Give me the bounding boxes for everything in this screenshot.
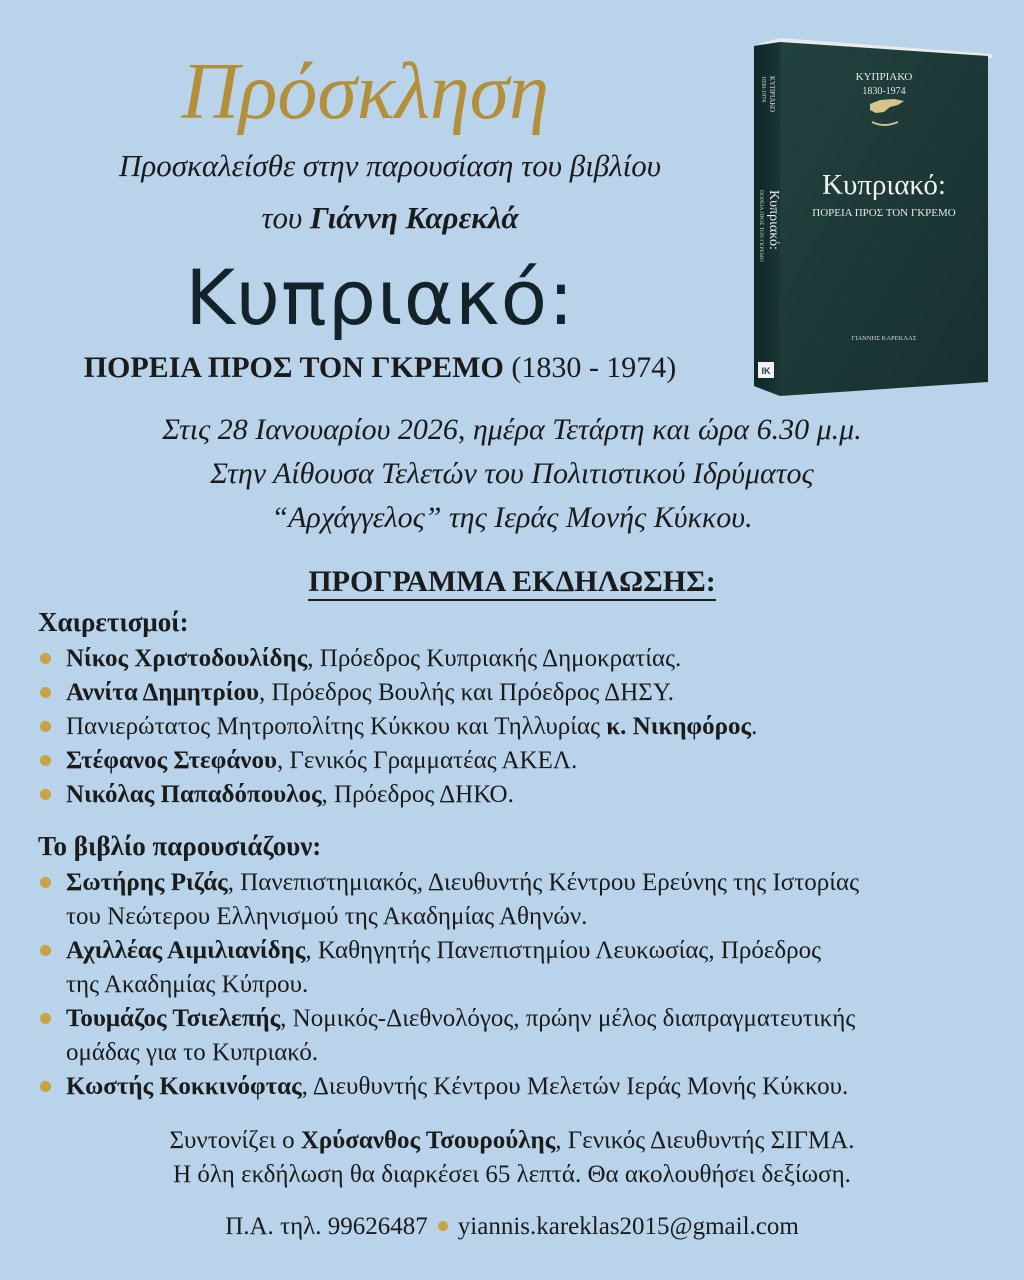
book-subtitle: ΠΟΡΕΙΑ ΠΡΟΣ ΤΟΝ ΓΚΡΕΜΟ bbox=[83, 351, 504, 384]
bullet-icon bbox=[40, 1013, 51, 1024]
event-venue-line2: “Αρχάγγελος” της Ιεράς Μονής Κύκκου. bbox=[271, 501, 753, 534]
spine-title: Κυπριακό: bbox=[766, 190, 781, 250]
list-item: Πανιερώτατος Μητροπολίτης Κύκκου και Τηλλυρίας κ. Νικηφόρος. bbox=[38, 710, 998, 744]
event-venue-line1: Στην Αίθουσα Τελετών του Πολιτιστικού Ιδρύματος bbox=[210, 457, 814, 490]
cover-subtitle: ΠΟΡΕΙΑ ΠΡΟΣ ΤΟΝ ΓΚΡΕΜΟ bbox=[812, 207, 956, 219]
greetings-list bbox=[38, 642, 998, 812]
bullet-icon bbox=[40, 789, 51, 800]
author-prefix: του bbox=[261, 200, 311, 235]
bullet-icon bbox=[40, 755, 51, 766]
cover-title: Κυπριακό: bbox=[822, 169, 946, 201]
spine-subtitle: ΠΟΡΕΙΑ ΠΡΟΣ ΤΟΝ ΓΚΡΕΜΟ bbox=[758, 190, 764, 262]
cover-series: ΚΥΠΡΙΑΚΟ bbox=[855, 71, 913, 83]
list-item: Αννίτα Δημητρίου, Πρόεδρος Βουλής και Πρόεδρος ΔΗΣΥ. bbox=[38, 676, 998, 710]
cover-series-years: 1830-1974 bbox=[862, 86, 906, 97]
book-years: (1830 - 1974) bbox=[511, 351, 677, 384]
list-item: Στέφανος Στεφάνου, Γενικός Γραμματέας ΑΚΕΛ. bbox=[38, 744, 998, 778]
bullet-icon bbox=[40, 945, 51, 956]
contact-line bbox=[0, 1210, 1024, 1244]
bullet-icon bbox=[40, 687, 51, 698]
intro-line: Προσκαλείσθε στην παρουσίαση του βιβλίου bbox=[118, 148, 662, 183]
author-line bbox=[10, 198, 770, 238]
book-title: Κυπριακό: bbox=[185, 253, 575, 342]
list-item: Κωστής Κοκκινόφτας, Διευθυντής Κέντρου Μελετών Ιεράς Μονής Κύκκου. bbox=[38, 1070, 998, 1104]
presenters-heading: Το βιβλίο παρουσιάζουν: bbox=[38, 831, 322, 861]
book-subtitle-line bbox=[20, 348, 740, 388]
list-item: Τουμάζος Τσιελεπής, Νομικός-Διεθνολόγος, πρώην μέλος διαπραγματευτικής ομάδας για το Κυπριακό. bbox=[38, 1002, 998, 1070]
list-item: Νίκος Χριστοδουλίδης, Πρόεδρος Κυπριακής Δημοκρατίας. bbox=[38, 642, 998, 676]
bullet-icon bbox=[40, 1081, 51, 1092]
bullet-icon bbox=[40, 653, 51, 664]
author-name: Γιάννη Καρεκλά bbox=[310, 200, 519, 235]
contact-phone: Π.Α. τηλ. 99626487 bbox=[225, 1213, 428, 1240]
bullet-icon bbox=[40, 877, 51, 888]
bullet-icon bbox=[40, 721, 51, 732]
bullet-icon bbox=[438, 1221, 448, 1231]
list-item: Αχιλλέας Αιμιλιανίδης, Καθηγητής Πανεπιστημίου Λευκωσίας, Πρόεδρος της Ακαδημίας Κύπρου. bbox=[38, 934, 998, 1002]
duration-line: Η όλη εκδήλωση θα διαρκέσει 65 λεπτά. Θα ακολουθήσει δεξίωση. bbox=[173, 1161, 851, 1188]
presenters-list bbox=[38, 866, 998, 1104]
greetings-heading: Χαιρετισμοί: bbox=[38, 607, 189, 637]
spine-years: 1830-1974 bbox=[760, 76, 766, 102]
event-datetime: Στις 28 Ιανουαρίου 2026, ημέρα Τετάρτη και ώρα 6.30 μ.μ. bbox=[162, 413, 862, 446]
publisher-logo-text: ΙΚ bbox=[761, 366, 771, 376]
cover-author: ΓΙΑΝΝΗΣ ΚΑΡΕΚΛΑΣ bbox=[851, 335, 917, 342]
invitation-title: Πρόσκληση bbox=[181, 48, 549, 136]
program-heading: ΠΡΟΓΡΑΜΜΑ ΕΚΔΗΛΩΣΗΣ: bbox=[0, 560, 1024, 604]
list-item: Σωτήρης Ριζάς, Πανεπιστημιακός, Διευθυντής Κέντρου Ερεύνης της Ιστορίας του Νεώτερου Ελληνισμού της Ακαδημίας Αθηνών. bbox=[38, 866, 998, 934]
list-item: Νικόλας Παπαδόπουλος, Πρόεδρος ΔΗΚΟ. bbox=[38, 778, 998, 812]
spine-series: ΚΥΠΡΙΑΚΟ bbox=[768, 76, 776, 113]
moderator-line: Συντονίζει ο Χρύσανθος Τσουρούλης, Γενικός Διευθυντής ΣΙΓΜΑ. bbox=[169, 1127, 855, 1154]
book-cover-image bbox=[748, 36, 992, 396]
contact-email[interactable]: yiannis.kareklas2015@gmail.com bbox=[457, 1213, 799, 1240]
